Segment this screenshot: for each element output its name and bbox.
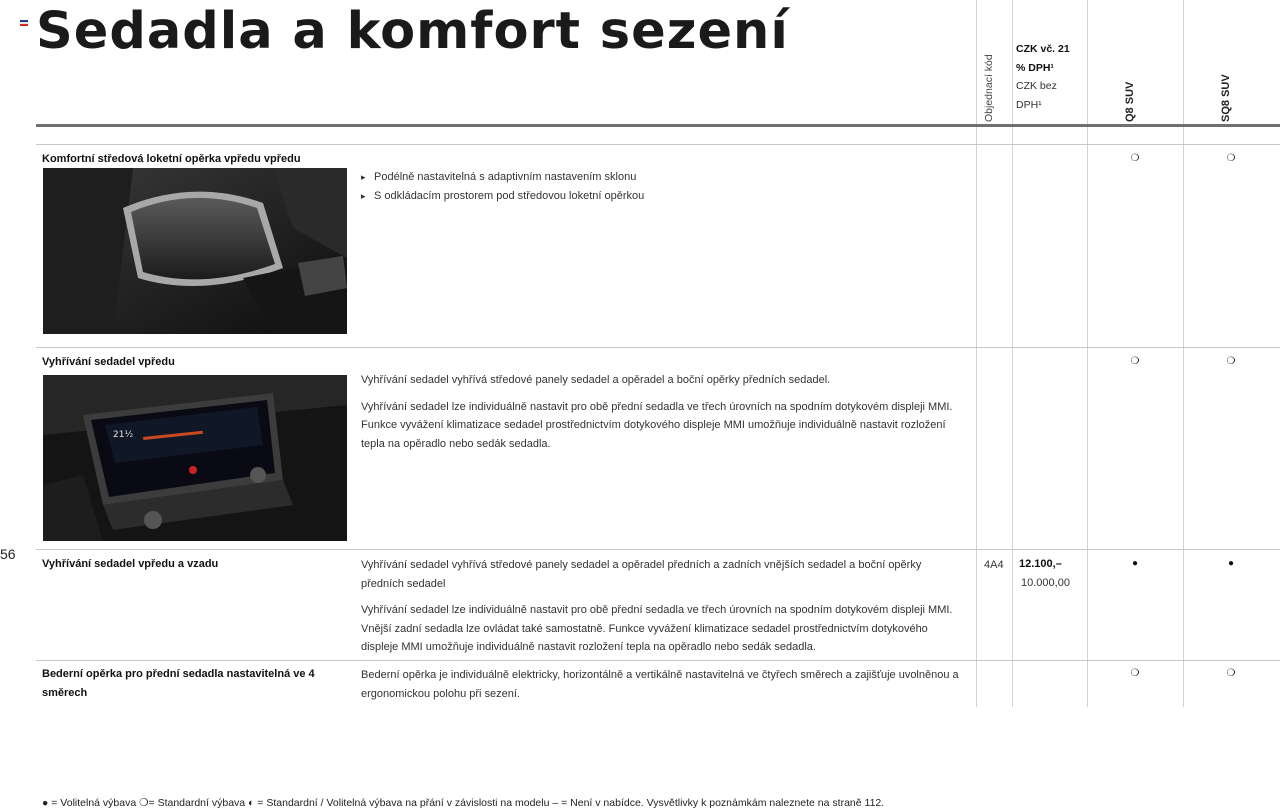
standard-equipment-icon: ❍	[1130, 153, 1140, 164]
optional-equipment-icon: ●	[1131, 558, 1139, 569]
bullet-item: ▸ Podélně nastavitelná s adaptivním nastavením sklonu	[361, 168, 967, 187]
price-incl: 12.100,–	[1019, 558, 1062, 570]
header-model-sq8: SQ8 SUV	[1220, 74, 1232, 122]
legend-footer: ● = Volitelná výbava ❍= Standardní výbava ◐ = Standardní / Volitelná výbava na přání v závislosti na modelu – = Není v nabídce. Vysvětlivky k poznámkám naleznete na straně 112.	[42, 797, 885, 809]
price-excl: 10.000,00	[1021, 576, 1070, 589]
optional-equipment-icon: ●	[1227, 558, 1235, 569]
row-description	[361, 556, 967, 665]
row-description	[361, 371, 967, 461]
row-title: Bederní opěrka pro přední sedadla nastavitelná ve 4 směrech	[42, 668, 315, 699]
armrest-photo	[43, 168, 347, 334]
paragraph: Vyhřívání sedadel lze individuálně nastavit pro obě přední sedadla ve třech úrovních na spodním dotykovém displeji MMI. Vnější zadní sedadla lze ovládat také samostatně. Funkce vyvážení klimatizace sedadel prostřednictvím dotykového displeje MMI umožňuje individuálně nastavit rozložení tepla na opěradlo nebo sedák sedadla.	[361, 604, 953, 653]
paragraph: Vyhřívání sedadel vyhřívá středové panely sedadel a opěradel předních a zadních vnějších sedadel a boční opěrky předních sedadel	[361, 559, 922, 590]
row-divider	[36, 347, 1280, 348]
price-cell	[1019, 555, 1070, 592]
row-title: Komfortní středová loketní opěrka vpředu vpředu	[42, 153, 301, 165]
bullet-item: ▸ S odkládacím prostorem pod středovou loketní opěrkou	[361, 187, 967, 206]
column-divider	[1012, 0, 1013, 707]
page-title: Sedadla a komfort sezení	[36, 2, 789, 61]
row-divider	[36, 549, 1280, 550]
row-title: Vyhřívání sedadel vpředu a vzadu	[42, 558, 219, 570]
flag-icon	[20, 20, 28, 26]
row-divider	[36, 660, 1280, 661]
header-price-excl: CZK bez DPH¹	[1016, 80, 1057, 111]
standard-equipment-icon: ❍	[1226, 668, 1236, 679]
header-price-incl: CZK vč. 21 % DPH¹	[1016, 43, 1070, 74]
order-code: 4A4	[984, 559, 1004, 571]
row-divider	[36, 144, 1280, 145]
header-order-code: Objednací kód	[983, 54, 995, 122]
header-divider	[36, 124, 1280, 127]
paragraph: Vyhřívání sedadel vyhřívá středové panely sedadel a opěradel a boční opěrky předních sedadel.	[361, 374, 831, 386]
header-price	[1016, 40, 1076, 114]
paragraph: Bederní opěrka je individuálně elektricky, horizontálně a vertikálně nastavitelná ve čtyřech směrech a zajišťuje uvolněnou a ergonomickou polohu při sezení.	[361, 669, 959, 700]
row-title: Vyhřívání sedadel vpředu	[42, 356, 175, 368]
header-model-q8: Q8 SUV	[1124, 81, 1136, 122]
standard-equipment-icon: ❍	[1226, 356, 1236, 367]
column-divider	[1183, 0, 1184, 707]
row-description	[361, 666, 967, 711]
standard-equipment-icon: ❍	[1130, 356, 1140, 367]
column-divider	[976, 0, 977, 707]
column-divider	[1087, 0, 1088, 707]
standard-equipment-icon: ❍	[1130, 668, 1140, 679]
mmi-display-photo	[43, 375, 347, 541]
row-description	[361, 168, 967, 205]
paragraph: Vyhřívání sedadel lze individuálně nastavit pro obě přední sedadla ve třech úrovních na spodním dotykovém displeji MMI. Funkce vyvážení klimatizace sedadel prostřednictvím dotykového displeje MMI umožňuje individuálně nastavit rozložení tepla na opěradlo nebo sedák sedadla.	[361, 400, 953, 450]
standard-equipment-icon: ❍	[1226, 153, 1236, 164]
page-number: 56	[0, 546, 16, 562]
display-temp-label: 21½	[113, 430, 134, 440]
